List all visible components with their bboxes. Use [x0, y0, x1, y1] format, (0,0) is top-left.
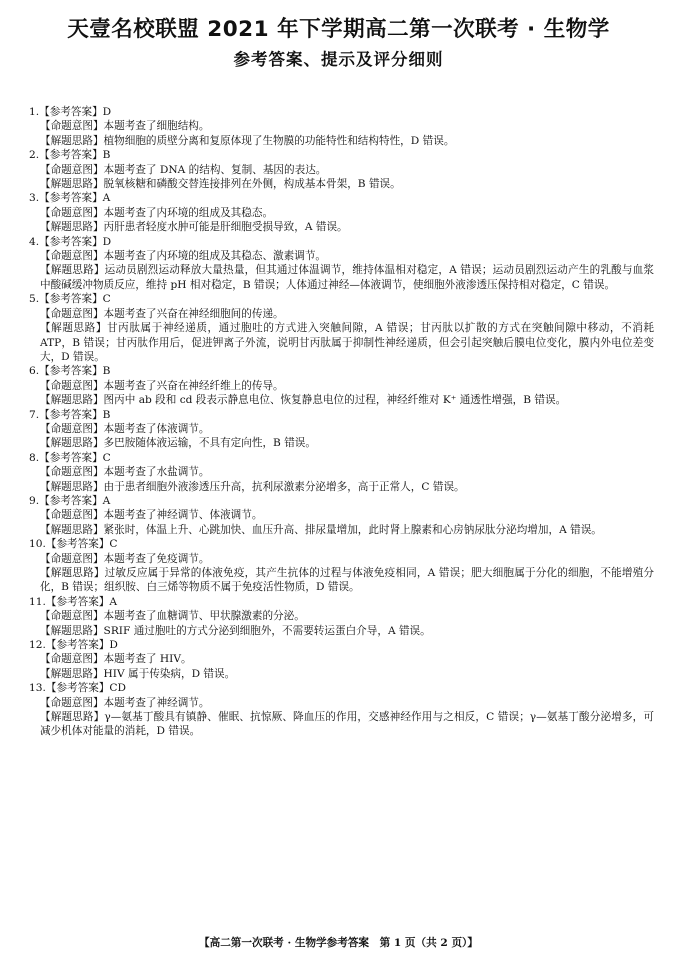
- idea-line: 【解题思路】丙肝患者轻度水肿可能是肝细胞受损导致，A 错误。: [40, 221, 348, 234]
- page-footer: 【高二第一次联考 · 生物学参考答案 第 1 页（共 2 页）】: [199, 937, 478, 949]
- idea-line: 【解题思路】过敏反应属于异常的体液免疫，其产生抗体的过程与体液免疫相同，A 错误；肥大细胞属于分化的细胞，不能增殖分化，B 错误；组织胺、白三烯等物质不属于免疫活性物质，D 错误。: [40, 567, 654, 594]
- idea-line: 【解题思路】运动员剧烈运动释放大量热量，但其通过体温调节，维持体温相对稳定，A 错误；运动员剧烈运动产生的乳酸与血浆中酸碱缓冲物质反应，维持 pH 相对稳定，B 错误；人体通过神经—体液调节，使细胞外液渗透压保持相对稳定，C 错误。: [40, 264, 654, 291]
- answer-line: 13.【参考答案】CD: [29, 682, 127, 695]
- intent-line: 【命题意图】本题考查了 HIV。: [40, 653, 192, 666]
- answer-line: 6.【参考答案】B: [29, 365, 111, 378]
- question-9: [29, 494, 654, 537]
- idea-line: 【解题思路】γ—氨基丁酸具有镇静、催眠、抗惊厥、降血压的作用，交感神经作用与之相反，C 错误；γ—氨基丁酸分泌增多，可减少机体对能量的消耗，D 错误。: [40, 711, 654, 738]
- idea-line: 【解题思路】甘丙肽属于神经递质，通过胞吐的方式进入突触间隙，A 错误；甘丙肽以扩散的方式在突触间隙中移动，不消耗 ATP，B 错误；甘丙肽作用后，促进钾离子外流，说明甘丙肽属于抑制性神经递质，但会引起突触后膜电位变化，膜内外电位差变大，D 错误。: [40, 322, 654, 363]
- answer-line: 4.【参考答案】D: [29, 235, 112, 248]
- answer-line: 1.【参考答案】D: [29, 106, 112, 118]
- idea-line: 【解题思路】紧张时，体温上升、心跳加快、血压升高、排尿量增加，此时肾上腺素和心房钠尿肽分泌均增加，A 错误。: [40, 523, 602, 536]
- intent-line: 【命题意图】本题考查了免疫调节。: [40, 552, 210, 565]
- question-10: [29, 537, 654, 595]
- answer-line: 7.【参考答案】B: [29, 408, 111, 421]
- intent-line: 【命题意图】本题考查了细胞结构。: [40, 120, 210, 133]
- question-1: [29, 105, 654, 148]
- answer-line: 3.【参考答案】A: [29, 192, 111, 205]
- intent-line: 【命题意图】本题考查了 DNA 的结构、复制、基因的表达。: [40, 163, 327, 176]
- question-6: [29, 364, 654, 407]
- answer-line: 2.【参考答案】B: [29, 149, 111, 162]
- idea-line: 【解题思路】由于患者细胞外液渗透压升高，抗利尿激素分泌增多，高于正常人，C 错误。: [40, 480, 465, 493]
- question-11: [29, 595, 654, 638]
- intent-line: 【命题意图】本题考查了神经调节。: [40, 696, 210, 709]
- intent-line: 【命题意图】本题考查了神经调节、体液调节。: [40, 509, 263, 522]
- answer-line: 5.【参考答案】C: [29, 293, 111, 306]
- idea-line: 【解题思路】植物细胞的质壁分离和复原体现了生物膜的功能特性和结构特性，D 错误。: [40, 134, 455, 147]
- question-5: [29, 292, 654, 364]
- question-7: [29, 408, 654, 451]
- idea-line: 【解题思路】SRIF 通过胞吐的方式分泌到细胞外，不需要转运蛋白介导，A 错误。: [40, 624, 431, 637]
- intent-line: 【命题意图】本题考查了兴奋在神经细胞间的传递。: [40, 307, 284, 320]
- answer-list: [29, 105, 654, 739]
- answer-line: 9.【参考答案】A: [29, 494, 111, 507]
- page-subtitle: 参考答案、提示及评分细则: [233, 50, 444, 69]
- question-3: [29, 191, 654, 234]
- idea-line: 【解题思路】脱氧核糖和磷酸交替连接排列在外侧，构成基本骨架，B 错误。: [40, 178, 401, 191]
- question-13: [29, 681, 654, 739]
- intent-line: 【命题意图】本题考查了体液调节。: [40, 422, 210, 435]
- intent-line: 【命题意图】本题考查了水盐调节。: [40, 466, 210, 479]
- page-title: 天壹名校联盟 2021 年下学期高二第一次联考 · 生物学: [67, 17, 610, 42]
- answer-line: 10.【参考答案】C: [29, 538, 118, 551]
- idea-line: 【解题思路】多巴胺随体液运输，不具有定向性，B 错误。: [40, 437, 316, 450]
- question-4: [29, 235, 654, 293]
- intent-line: 【命题意图】本题考查了兴奋在神经纤维上的传导。: [40, 379, 284, 392]
- question-12: [29, 638, 654, 681]
- intent-line: 【命题意图】本题考查了内环境的组成及其稳态、激素调节。: [40, 250, 327, 263]
- intent-line: 【命题意图】本题考查了内环境的组成及其稳态。: [40, 206, 274, 219]
- intent-line: 【命题意图】本题考查了血糖调节、甲状腺激素的分泌。: [40, 610, 305, 623]
- answer-line: 11.【参考答案】A: [29, 595, 118, 608]
- question-2: [29, 148, 654, 191]
- answer-line: 8.【参考答案】C: [29, 451, 111, 464]
- idea-line: 【解题思路】HIV 属于传染病，D 错误。: [40, 667, 236, 680]
- idea-line: 【解题思路】图丙中 ab 段和 cd 段表示静息电位、恢复静息电位的过程，神经纤维对 K⁺ 通透性增强，B 错误。: [40, 394, 567, 407]
- question-8: [29, 451, 654, 494]
- answer-line: 12.【参考答案】D: [29, 639, 118, 652]
